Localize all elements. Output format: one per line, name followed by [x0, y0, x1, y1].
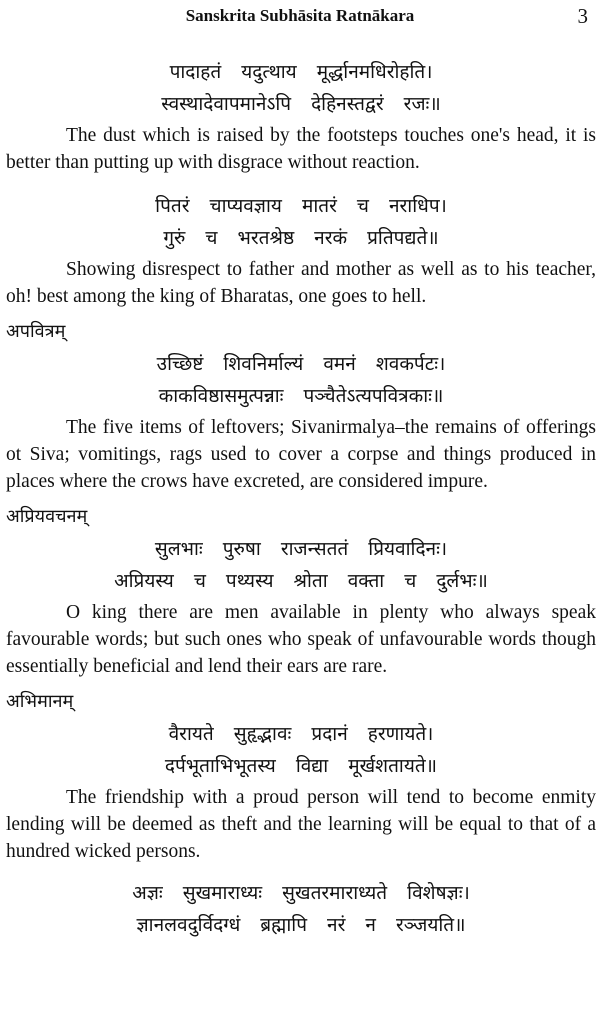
- sanskrit-verse: [6, 533, 596, 597]
- sanskrit-verse: [6, 348, 596, 412]
- english-translation: The friendship with a proud person will tend to become enmity lending will be deemed as theft and the learning will be equal to that of a hundred wicked persons.: [6, 787, 596, 862]
- sanskrit-verse: [6, 877, 596, 941]
- verse-line: दर्पभूताभिभूतस्य विद्या मूर्खशतायते॥: [164, 755, 438, 777]
- verse-line: ज्ञानलवदुर्विदग्धं ब्रह्मापि नरं न रञ्जयति॥: [136, 914, 466, 936]
- verse-line: गुरुं च भरतश्रेष्ठ नरकं प्रतिपद्यते॥: [163, 227, 439, 249]
- verse-line: अज्ञः सुखमाराध्यः सुखतरमाराध्यते विशेषज्ञः।: [132, 882, 470, 904]
- verse-line: पितरं चाप्यवज्ञाय मातरं च नराधिप।: [155, 195, 447, 217]
- verse-line: स्वस्थादेवापमानेऽपि देहिनस्तद्वरं रजः॥: [161, 93, 441, 115]
- sanskrit-verse: [6, 56, 596, 120]
- section-heading: अभिमानम्: [6, 691, 74, 712]
- verse-line: काकविष्ठासमुत्पन्नाः पञ्चैतेऽत्यपवित्रकाः॥: [158, 385, 444, 407]
- page-content: [6, 56, 596, 941]
- running-head: [0, 4, 600, 28]
- section-heading: अप्रियवचनम्: [6, 506, 88, 527]
- sanskrit-verse: [6, 190, 596, 254]
- verse-line: सुलभाः पुरुषा राजन्सततं प्रियवादिनः।: [154, 538, 448, 560]
- section-heading: अपवित्रम्: [6, 321, 66, 342]
- book-title: Sanskrita Subhāsita Ratnākara: [185, 6, 415, 25]
- english-translation: O king there are men available in plenty who always speak favourable words; but such ones who speak of unfavourable words though essentially beneficial and lend their ears are rare.: [6, 602, 596, 677]
- english-translation: Showing disrespect to father and mother as well as to his teacher, oh! best among the king of Bharatas, one goes to hell.: [6, 259, 596, 307]
- english-translation: The dust which is raised by the footsteps touches one's head, it is better than putting up with disgrace without reaction.: [6, 125, 596, 173]
- verse-line: पादाहतं यदुत्थाय मूर्द्धानमधिरोहति।: [169, 61, 433, 83]
- sanskrit-verse: [6, 718, 596, 782]
- verse-line: वैरायते सुहृद्भावः प्रदानं हरणायते।: [168, 723, 434, 745]
- verse-line: अप्रियस्य च पथ्यस्य श्रोता वक्ता च दुर्लभः॥: [114, 570, 488, 592]
- verse-line: उच्छिष्टं शिवनिर्माल्यं वमनं शवकर्पटः।: [156, 353, 446, 375]
- page-number: 3: [577, 4, 588, 28]
- english-translation: The five items of leftovers; Sivanirmalya–the remains of offerings ot Siva; vomitings, rags used to cover a corpse and things produced in places where the crows have excreted, are considered impure.: [6, 417, 596, 492]
